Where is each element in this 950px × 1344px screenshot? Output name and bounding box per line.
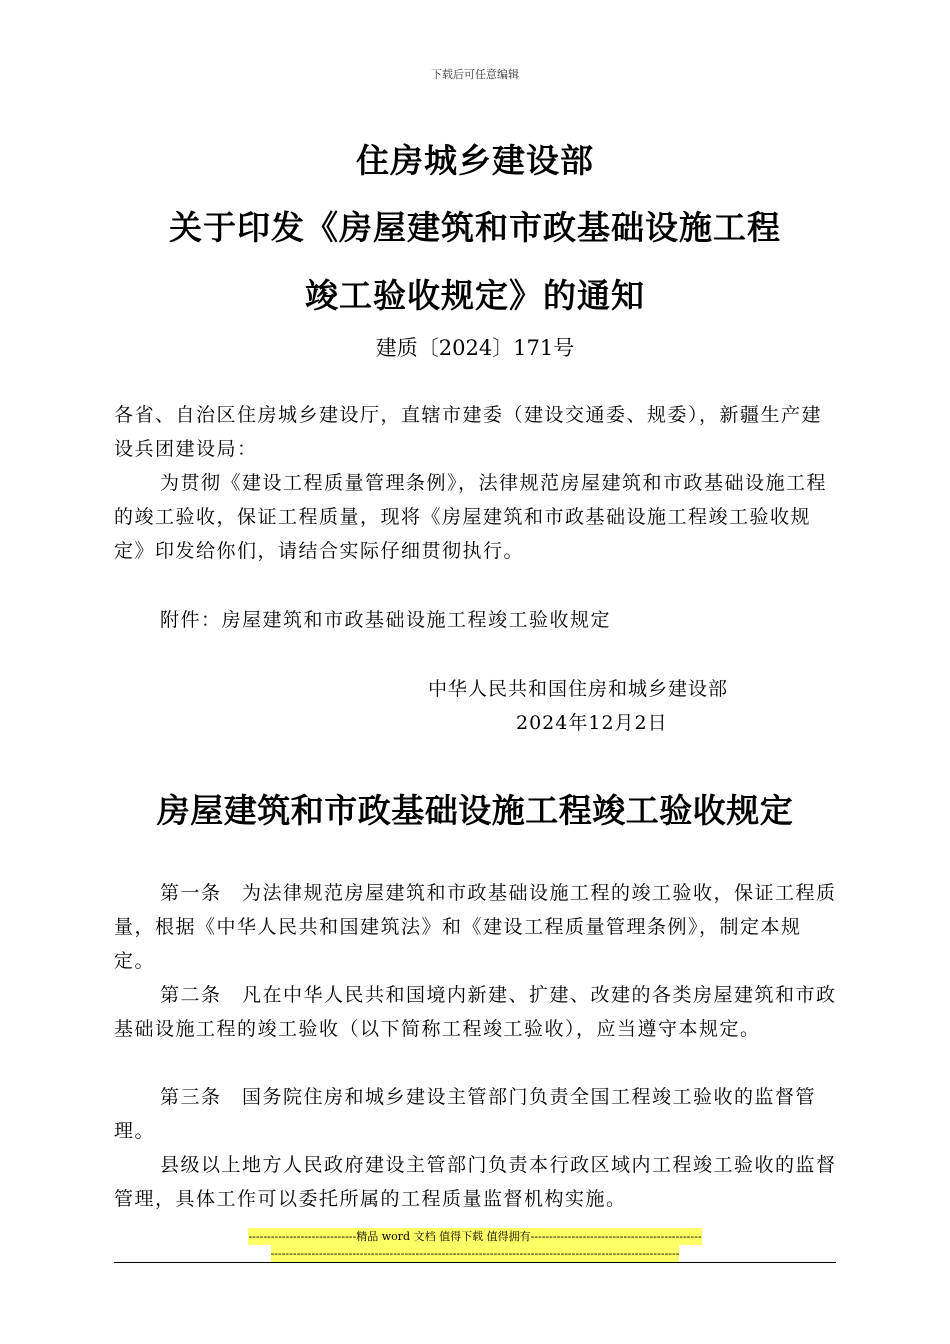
article-3-paragraph-2: 县级以上地方人民政府建设主管部门负责本行政区域内工程竣工验收的监督管理，具体工作可以委托所属的工程质量监督机构实施。 [114,1154,837,1210]
body-paragraph: 为贯彻《建设工程质量管理条例》，法律规范房屋建筑和市政基础设施工程的竣工验收，保证工程质量，现将《房屋建筑和市政基础设施工程竣工验收规定》印发给你们，请结合实际仔细贯彻执行。 [114,472,828,562]
article-3: 第三条 国务院住房和城乡建设主管部门负责全国工程竣工验收的监督管理。 [114,1086,817,1142]
footer-banner-line-1: -----------------------------精品 word 文档 值得下载 值得拥有---------------------------------------------- [248,1230,702,1243]
regulation-title: 房屋建筑和市政基础设施工程竣工验收规定 [156,791,794,830]
addressee-paragraph: 各省、自治区住房城乡建设厅，直辖市建委（建设交通委、规委），新疆生产建设兵团建设局： [114,404,823,460]
signature-date: 2024年12月2日 [516,712,668,734]
article-2: 第二条 凡在中华人民共和国境内新建、扩建、改建的各类房屋建筑和市政基础设施工程的竣工验收（以下简称工程竣工验收），应当遵守本规定。 [114,984,837,1040]
attachment-line: 附件：房屋建筑和市政基础设施工程竣工验收规定 [160,609,612,631]
footer-divider [114,1262,836,1263]
footer-banner [176,1228,774,1262]
signature-organization: 中华人民共和国住房和城乡建设部 [428,678,729,700]
notice-title-line-3: 竣工验收规定》的通知 [305,276,645,315]
article-1: 第一条 为法律规范房屋建筑和市政基础设施工程的竣工验收，保证工程质量，根据《中华人民共和国建筑法》和《建设工程质量管理条例》，制定本规定。 [114,882,837,972]
notice-title-line-1: 住房城乡建设部 [356,141,594,180]
notice-title-line-2: 关于印发《房屋建筑和市政基础设施工程 [169,208,781,247]
document-number: 建质〔2024〕171号 [375,336,575,360]
footer-banner-line-2: -------------------------------------------------------------------------------------------------------------- [270,1247,680,1260]
header-note: 下载后可任意编辑 [431,68,519,81]
